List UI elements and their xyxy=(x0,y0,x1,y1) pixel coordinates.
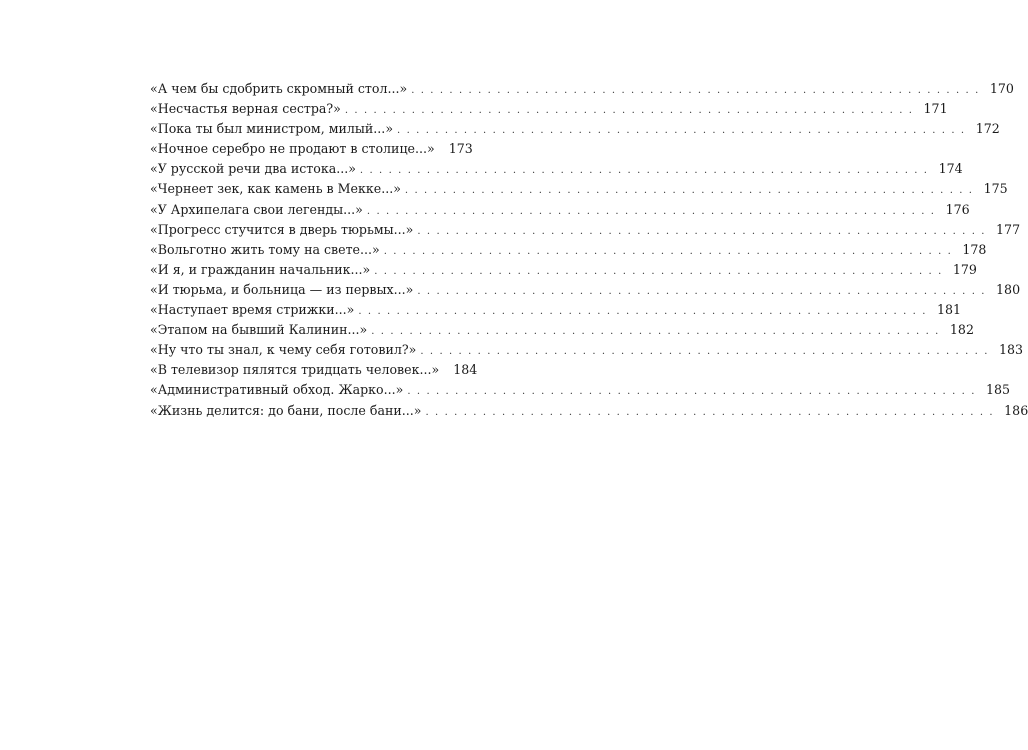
toc-entry-title: «Жизнь делится: до бани, после бани...» xyxy=(150,402,422,418)
toc-entry-page: 185 xyxy=(986,382,1011,398)
toc-entry-title: «Наступает время стрижки...» xyxy=(150,302,355,318)
toc-leader-dots: . . . . . . . . . . . . . . . . . . . . . . . . . . . . . . . . . . . . . . . . . . . . . . . . . . . . . . . . . . . . xyxy=(425,406,995,418)
toc-entry xyxy=(150,240,987,260)
toc-entry xyxy=(150,280,1021,300)
toc-entry-page: 183 xyxy=(999,342,1024,358)
toc-leader-dots: . . . . . . . . . . . . . . . . . . . . . . . . . . . . . . . . . . . . . . . . . . . . . . . . . . . . . . . . . . . . xyxy=(417,285,987,297)
toc-entry xyxy=(150,380,1011,400)
toc-entry-page: 173 xyxy=(448,141,473,157)
toc-entry xyxy=(150,179,1008,199)
toc-entry-title: «В телевизор пялятся тридцать человек...» xyxy=(150,362,440,378)
toc-entry xyxy=(150,401,1028,421)
toc-entry xyxy=(150,320,974,340)
toc-entry-title: «У Архипелага свои легенды...» xyxy=(150,201,363,217)
toc-entry-title: «Административный обход. Жарко...» xyxy=(150,382,404,398)
toc-entry-title: «И тюрьма, и больница — из первых...» xyxy=(150,281,414,297)
toc-entry-page: 171 xyxy=(923,101,948,117)
toc-entry xyxy=(150,340,1024,360)
toc-entry-page: 178 xyxy=(962,241,987,257)
toc-entry-page: 177 xyxy=(996,221,1021,237)
toc-leader-dots: . . . . . . . . . . . . . . . . . . . . . . . . . . . . . . . . . . . . . . . . . . . . . . . . . . . . . . . . . . . . xyxy=(420,346,989,358)
toc-entry-title: «Прогресс стучится в дверь тюрьмы...» xyxy=(150,221,414,237)
toc-leader-dots: . . . . . . . . . . . . . . . . . . . . . . . . . . . . . . . . . . . . . . . . . . . . . . . . . . . . . . . . . . . . xyxy=(407,386,976,398)
toc-entry xyxy=(150,119,1000,139)
toc-entry xyxy=(150,300,962,320)
toc-entry-title: «Чернеет зек, как камень в Мекке...» xyxy=(150,181,401,197)
toc-entry-title: «А чем бы сдобрить скромный стол...» xyxy=(150,81,408,96)
toc-entry-page: 170 xyxy=(989,81,1014,96)
toc-leader-dots: . . . . . . . . . . . . . . . . . . . . . . . . . . . . . . . . . . . . . . . . . . . . . . . . . . . . . . . . . . . . xyxy=(359,165,929,177)
toc-entry-page: 175 xyxy=(983,181,1008,197)
toc-entry-title: «И я, и гражданин начальник...» xyxy=(150,261,371,277)
toc-entry-page: 172 xyxy=(975,121,1000,137)
toc-entry-page: 179 xyxy=(952,261,977,277)
toc-leader-dots: . . . . . . . . . . . . . . . . . . . . . . . . . . . . . . . . . . . . . . . . . . . . . . . . . . . . . . . . . . . . xyxy=(358,306,928,318)
toc-leader-dots: . . . . . . . . . . . . . . . . . . . . . . . . . . . . . . . . . . . . . . . . . . . . . . . . . . . . . . . . . . . . xyxy=(404,185,974,197)
toc-leader-dots: . . . . . . . . . . . . . . . . . . . . . . . . . . . . . . . . . . . . . . . . . . . . . . . . . . . . . . . . . . . . xyxy=(371,326,940,338)
toc-entry-page: 180 xyxy=(996,281,1021,297)
toc-entry-page: 174 xyxy=(938,161,963,177)
toc-entry-title: «Пока ты был министром, милый...» xyxy=(150,121,394,137)
table-of-contents xyxy=(150,79,1028,421)
toc-leader-dots: . . . . . . . . . . . . . . . . . . . . . . . . . . . . . . . . . . . . . . . . . . . . . . . . . . . . . . . . . . . . xyxy=(397,125,966,137)
toc-entry-page: 184 xyxy=(453,362,478,378)
toc-entry xyxy=(150,79,1014,99)
toc-leader-dots: . . . . . . . . . . . . . . . . . . . . . . . . . . . . . . . . . . . . . . . . . . . . . . . . . . . . . . . . . . . . xyxy=(411,85,980,96)
toc-entry xyxy=(150,99,948,119)
toc-entry xyxy=(150,200,970,220)
toc-entry-title: «Несчастья верная сестра?» xyxy=(150,101,341,117)
toc-entry-page: 182 xyxy=(949,322,974,338)
toc-leader-dots: . . . . . . . . . . . . . . . . . . . . . . . . . . . . . . . . . . . . . . . . . . . . . . . . . . . . . . . . . . . . xyxy=(383,245,953,257)
toc-entry xyxy=(150,220,1021,240)
toc-entry-page: 186 xyxy=(1004,402,1028,418)
toc-entry-page: 181 xyxy=(937,302,962,318)
toc-entry xyxy=(150,159,963,179)
toc-leader-dots: . . . . . . . . . . . . . . . . . . . . . . . . . . . . . . . . . . . . . . . . . . . . . . . . . . . . . . . . . . . . xyxy=(374,265,943,277)
toc-entry xyxy=(150,139,473,159)
toc-leader-dots: . . . . . . . . . . . . . . . . . . . . . . . . . . . . . . . . . . . . . . . . . . . . . . . . . . . . . . . . . . . . xyxy=(344,105,914,117)
toc-entry-title: «Вольготно жить тому на свете...» xyxy=(150,241,380,257)
toc-leader-dots: . . . . . . . . . . . . . . . . . . . . . . . . . . . . . . . . . . . . . . . . . . . . . . . . . . . . . . . . . . . . xyxy=(366,205,936,217)
toc-entry-page: 176 xyxy=(945,201,970,217)
toc-entry-title: «Ночное серебро не продают в столице...» xyxy=(150,141,435,157)
toc-entry xyxy=(150,260,977,280)
toc-leader-dots: . . . . . . . . . . . . . . . . . . . . . . . . . . . . . . . . . . . . . . . . . . . . . . . . . . . . . . . . . . . . xyxy=(417,225,987,237)
toc-entry-title: «Этапом на бывший Калинин...» xyxy=(150,322,368,338)
toc-entry-title: «Ну что ты знал, к чему себя готовил?» xyxy=(150,342,417,358)
toc-entry-title: «У русской речи два истока...» xyxy=(150,161,356,177)
toc-entry xyxy=(150,360,478,380)
